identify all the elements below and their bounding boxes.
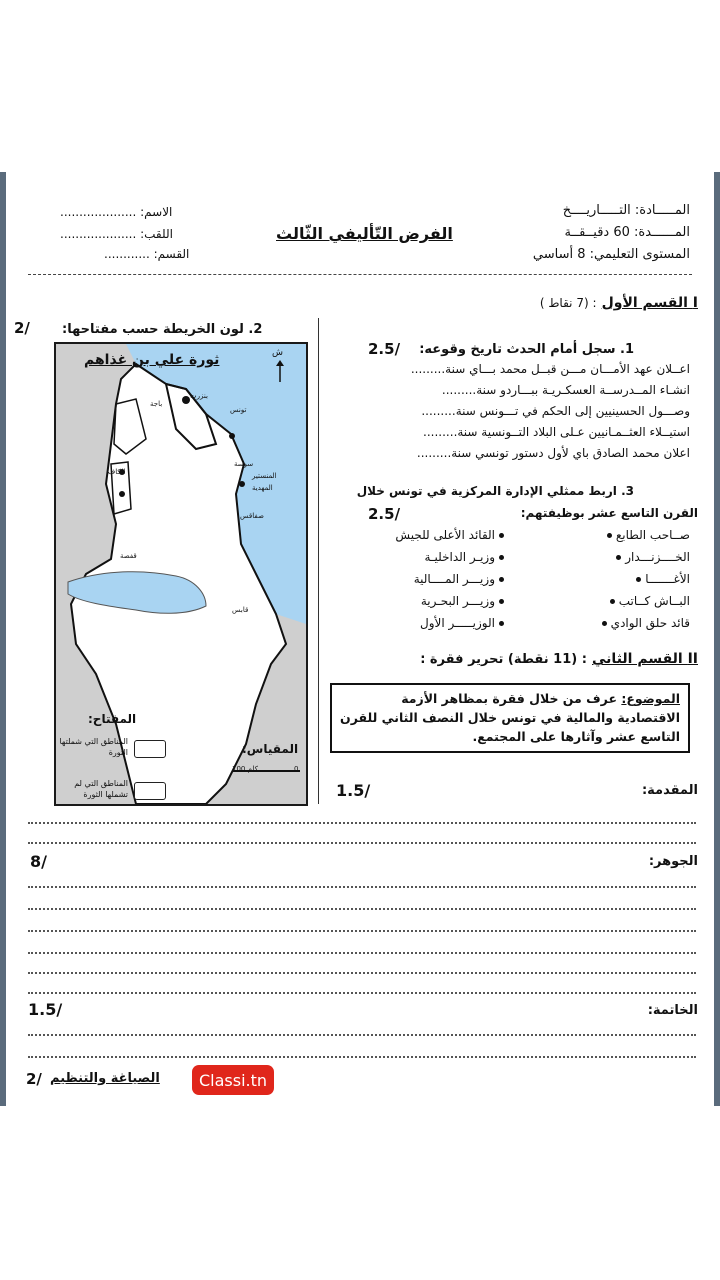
answer-line[interactable] [28, 822, 696, 824]
answer-line[interactable] [28, 1034, 696, 1036]
class-field[interactable]: القسم: ............ [104, 247, 190, 261]
scale-label: المقياس: [242, 742, 299, 756]
match-dot[interactable] [602, 621, 607, 626]
match-dot[interactable] [499, 555, 504, 560]
map-title: ثورة علي بن غذاهم [84, 352, 220, 368]
place-label: بنزرت [190, 392, 208, 400]
level-line: المستوى التعليمي: 8 أساسي [532, 247, 690, 262]
q3-left-2: الخــــزنـــدار [612, 550, 690, 564]
exam-title: الفرض التّأليفي الثّالث [276, 224, 453, 243]
match-dot[interactable] [636, 577, 641, 582]
part1-heading: I القسم الأول [601, 295, 698, 311]
q3-left-1: صــاحب الطابع [603, 528, 690, 542]
column-divider [318, 318, 319, 804]
q1-item-2: انشـاء المــدرســة العسكـريـة ببـــاردو سنة......... [441, 383, 690, 397]
match-dot[interactable] [499, 621, 504, 626]
place-label: الكاف [108, 468, 126, 476]
scale-value: 100 كلم [232, 765, 258, 773]
answer-line[interactable] [28, 886, 696, 888]
q3-label-2: القرن التاسع عشر بوظيفتهم: [520, 506, 698, 520]
q3-right-1: القائد الأعلى للجيش [395, 528, 508, 542]
place-label: سوسة [234, 460, 254, 468]
part2-heading: II القسم الثاني [592, 651, 698, 667]
key-label: المفتاح: [88, 712, 137, 726]
header-divider [28, 274, 692, 275]
north-arrow-icon [276, 360, 284, 386]
q3-right-2: وزيـر الداخليـة [425, 550, 508, 564]
subject-line: المـــــادة: التـــــاريــــخ [562, 203, 690, 218]
q3-left-3: الأغـــــــا [632, 572, 690, 586]
answer-line[interactable] [28, 930, 696, 932]
part1-points: : (7 نقاط ) [539, 296, 597, 310]
place-label: صفاقس [240, 512, 264, 520]
conclusion-score: 1.5/ [28, 1000, 63, 1019]
surname-field[interactable]: اللقب: .................... [60, 227, 173, 241]
q1-score: 2.5/ [368, 340, 401, 358]
q3-right-4: وزيـــر البحـرية [421, 594, 508, 608]
match-dot[interactable] [499, 533, 504, 538]
q1-item-5: اعلان محمد الصادق باي لأول دستور تونسي سنة......... [416, 446, 690, 460]
match-dot[interactable] [610, 599, 615, 604]
part1-heading-row [540, 292, 698, 311]
q2-score: 2/ [14, 319, 30, 337]
place-label: تونس [230, 406, 247, 414]
north-label: ش [272, 348, 283, 358]
name-field[interactable]: الاسم: .................... [60, 205, 173, 219]
bottom-blank-area [0, 1106, 720, 1280]
part2-heading-row [420, 648, 698, 667]
place-label: المهدية [252, 484, 273, 492]
match-dot[interactable] [499, 577, 504, 582]
topic-box [330, 683, 690, 753]
top-blank-area [0, 0, 720, 172]
q1-item-3: وصـــول الحسينيين إلى الحكم في تـــونس سنة......... [421, 404, 690, 418]
q1-item-4: استيــلاء العثــمـانيين عـلى البلاد التــونسية سنة......... [423, 425, 690, 439]
body-label: الجوهر: [648, 854, 698, 869]
match-dot[interactable] [607, 533, 612, 538]
topic-label: الموضوع: [621, 691, 680, 706]
place-label: قفصة [120, 552, 137, 560]
q1-label: 1. سجل أمام الحدث تاريخ وقوعه: [419, 342, 634, 357]
classi-watermark-badge[interactable]: Classi.tn [192, 1065, 274, 1095]
q2-label: 2. لون الخريطة حسب مفتاحها: [62, 322, 263, 337]
scale-zero: 0 [294, 765, 299, 773]
key1-text: المناطق التي شملتها الثورة [59, 737, 128, 757]
answer-line[interactable] [28, 842, 696, 844]
style-score: 2/ [26, 1070, 42, 1088]
q3-score: 2.5/ [368, 505, 401, 523]
q3-right-3: وزيـــر المــــالية [414, 572, 508, 586]
answer-line[interactable] [28, 908, 696, 910]
answer-line[interactable] [28, 1056, 696, 1058]
q3-left-4: البــاش كــاتب [606, 594, 690, 608]
answer-line[interactable] [28, 992, 696, 994]
body-score: 8/ [30, 852, 47, 871]
match-dot[interactable] [499, 599, 504, 604]
match-dot[interactable] [616, 555, 621, 560]
place-label: المنستير [252, 472, 277, 480]
duration-line: المــــــدة: 60 دقيــقــة [564, 225, 690, 240]
key-box-1[interactable] [134, 740, 166, 758]
answer-line[interactable] [28, 972, 696, 974]
style-label: الصياغة والتنظيم [50, 1071, 160, 1086]
q3-left-5: قائد حلق الوادي [598, 616, 690, 630]
answer-line[interactable] [28, 952, 696, 954]
place-label: قابس [232, 606, 249, 614]
q3-label: 3. اربط ممثلي الإدارة المركزية في تونس خلال [356, 484, 634, 498]
key-box-2[interactable] [134, 782, 166, 800]
key2-text: المناطق التي لم تشملها الثورة [74, 779, 128, 799]
place-label: باجة [150, 400, 163, 408]
map-drawing [56, 344, 306, 804]
intro-label: المقدمة: [641, 783, 698, 798]
q3-right-5: الوزيـــــر الأول [420, 616, 508, 630]
topic-text: عرف من خلال فقرة بمظاهر الأزمة الاقتصادية والمالية في تونس خلال النصف الثاني للقرن التاسع عشر وآثارها على المجتمع. [340, 691, 680, 744]
intro-score: 1.5/ [336, 781, 371, 800]
q1-item-1: اعــلان عهد الأمـــان مـــن قبــل محمد بـــاي سنة......... [410, 362, 690, 376]
part2-points: : (11 نقطة) تحرير فقرة : [420, 652, 587, 667]
conclusion-label: الخاتمة: [647, 1003, 698, 1018]
